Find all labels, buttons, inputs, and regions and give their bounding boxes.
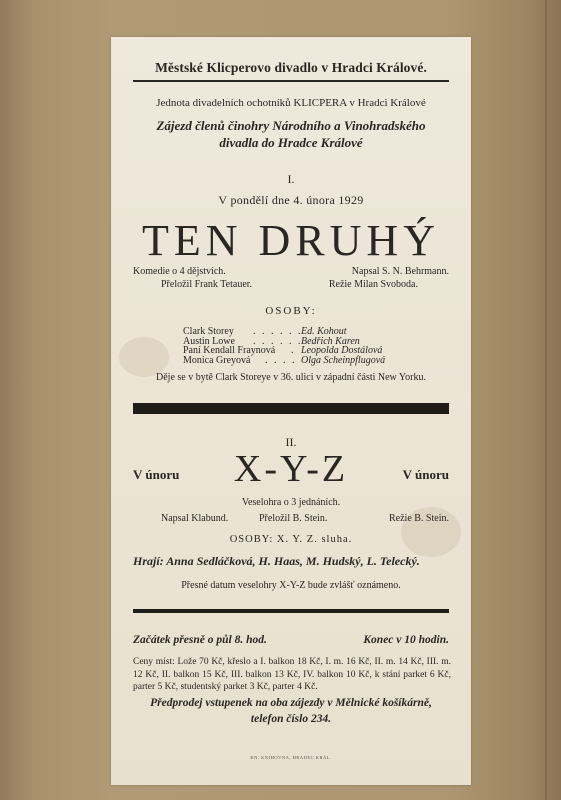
presale-line-1: Předprodej vstupenek na oba zájezdy v Mělnické košíkárně, bbox=[150, 697, 432, 709]
presale-line-2: telefon číslo 234. bbox=[250, 713, 332, 725]
header-rule bbox=[133, 80, 449, 82]
cast-role: Austin Lowe bbox=[183, 335, 235, 347]
play2-players: Hrají: Anna Sedláčková, H. Haas, M. Hudský, L. Telecký. bbox=[133, 554, 420, 568]
cast-actor: Bedřich Karen bbox=[301, 335, 360, 347]
paper-stain bbox=[119, 337, 169, 377]
printer-imprint: KN. KNIHOVNA, HRADEC KRÁL. bbox=[250, 755, 332, 760]
board-edge bbox=[545, 0, 547, 800]
cast-dots: . . . . . . bbox=[253, 335, 303, 347]
play1-cast-heading: OSOBY: bbox=[265, 305, 317, 317]
cast-dots: . . . . . . bbox=[253, 326, 303, 337]
footer-divider-bar bbox=[133, 609, 449, 613]
play1-date: V pondělí dne 4. února 1929 bbox=[218, 193, 364, 207]
theatre-poster bbox=[111, 37, 471, 785]
association-line: Jednota divadelních ochotníků KLICPERA v Hradci Králové bbox=[156, 97, 426, 109]
cast-role: Monica Greyová bbox=[183, 354, 251, 366]
play2-title: X-Y-Z bbox=[233, 448, 349, 490]
play1-author: Napsal S. N. Behrmann. bbox=[351, 266, 449, 277]
cast-dots: . bbox=[291, 345, 296, 356]
start-time: Začátek přesně o půl 8. hod. bbox=[133, 634, 267, 646]
cast-actor: Leopolda Dostálová bbox=[301, 345, 383, 356]
theatre-name: Městské Klicperovo divadlo v Hradci Králové. bbox=[155, 60, 427, 75]
play2-month-left: V únoru bbox=[133, 467, 180, 482]
tour-line-2: divadla do Hradce Králové bbox=[219, 135, 363, 150]
end-time: Konec v 10 hodin. bbox=[363, 634, 449, 646]
play2-genre: Veselohra o 3 jednáních. bbox=[241, 497, 341, 508]
play1-title: TEN DRUHÝ bbox=[142, 216, 440, 265]
play2-number: II. bbox=[285, 435, 297, 449]
play2-author: Napsal Klabund. bbox=[161, 513, 229, 524]
play2-director: Režie B. Stein. bbox=[389, 513, 449, 524]
cast-actor: Ed. Kohout bbox=[301, 326, 347, 337]
cast-actor: Olga Scheinpflugová bbox=[301, 354, 386, 366]
ticket-prices: Ceny míst: Lože 70 Kč, křeslo a I. balkon 18 Kč, I. m. 16 Kč, II. m. 14 Kč, III. m. 12 Kč, II. balkon 15 Kč, III. balkon 13 Kč, IV. balkon 10 Kč, k stání parket 6 Kč, parter 5 Kč, studentský parket 3 Kč, parter 4 Kč. bbox=[133, 657, 451, 692]
play2-announcement: Přesné datum veselohry X-Y-Z bude zvlášť oznámeno. bbox=[181, 580, 401, 591]
play2-cast-line: OSOBY: X. Y. Z. sluha. bbox=[229, 534, 353, 545]
cast-role: Paní Kendall Fraynová bbox=[183, 345, 276, 356]
play2-month-right: V únoru bbox=[402, 467, 449, 482]
play2-translator: Přeložil B. Stein. bbox=[259, 513, 328, 524]
cast-role: Clark Storey bbox=[183, 326, 234, 337]
cast-dots: . . . . bbox=[265, 354, 297, 366]
tour-line-1: Zájezd členů činohry Národního a Vinohradského bbox=[156, 118, 426, 133]
play1-setting: Děje se v bytě Clark Storeye v 36. ulici v západní části New Yorku. bbox=[156, 372, 426, 383]
play1-translator: Přeložil Frank Tetauer. bbox=[161, 279, 253, 290]
play1-number: I. bbox=[287, 172, 295, 186]
section-divider-bar bbox=[133, 403, 449, 414]
play1-director: Režie Milan Svoboda. bbox=[328, 279, 418, 290]
play1-genre: Komedie o 4 dějstvích. bbox=[133, 266, 226, 277]
